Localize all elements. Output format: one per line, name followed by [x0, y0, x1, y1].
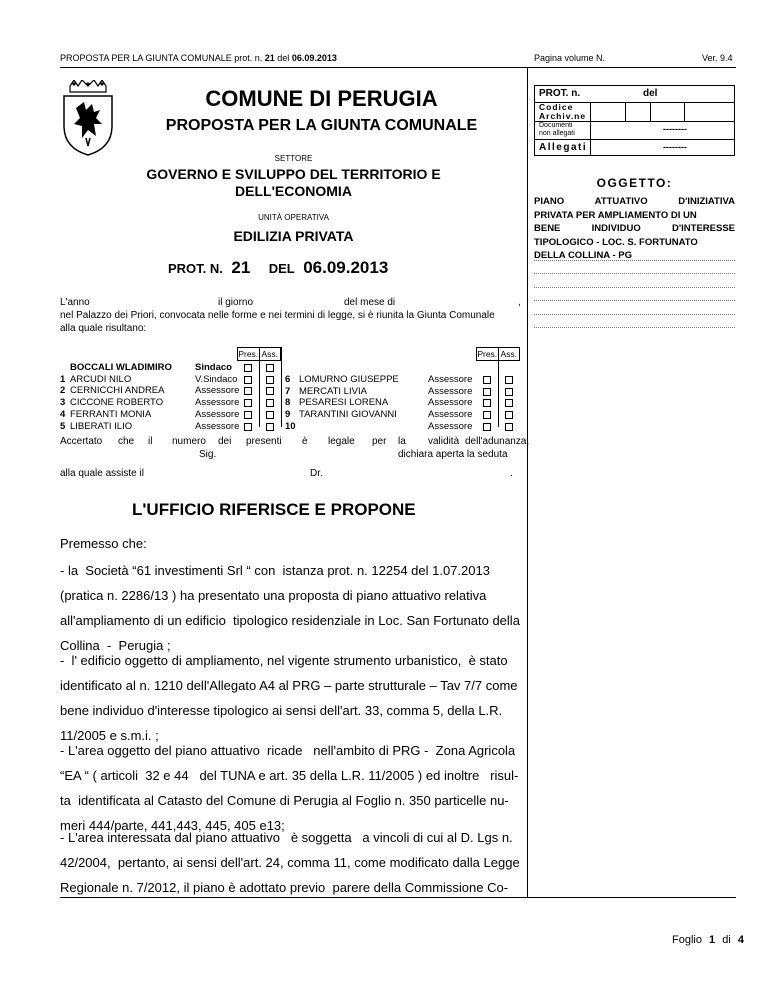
intro-line-2: nel Palazzo dei Priori, convocata nelle forme e nei termini di legge, si è riunita la Giunta Comunale — [60, 310, 495, 321]
member-name: MERCATI LIVIA — [299, 385, 367, 397]
oggetto-text — [534, 195, 735, 263]
attendance-col-rule — [259, 361, 260, 427]
member-num: 8 — [285, 397, 291, 409]
oggetto-word: PIANO — [534, 196, 565, 207]
box-col-c — [625, 102, 626, 121]
paragraph-line: Regionale n. 7/2012, il piano è adottato previo parere della Commissione Co- — [60, 880, 509, 895]
member-name: TARANTINI GIOVANNI — [299, 409, 397, 421]
accertato-alla: alla quale assiste il — [60, 468, 144, 479]
oggetto-line-2: PRIVATA PER AMPLIAMENTO DI UN — [534, 209, 697, 221]
present-checkbox[interactable] — [483, 423, 491, 431]
member-role: V.Sindaco — [195, 373, 238, 385]
member-role: Assessore — [428, 374, 473, 385]
protocol-box — [534, 85, 735, 156]
accertato-dot: . — [510, 468, 513, 479]
member-role: Assessore — [428, 385, 473, 397]
comune-title: COMUNE DI PERUGIA — [205, 86, 438, 111]
header-page-volume: Pagina volume N. — [534, 53, 606, 63]
present-checkbox[interactable] — [483, 411, 491, 419]
box-documenti-1: Documenti — [539, 122, 573, 129]
absent-checkbox[interactable] — [505, 399, 513, 407]
header-rule — [60, 67, 736, 68]
header-left — [60, 53, 337, 63]
member-name: PESARESI LORENA — [299, 397, 389, 409]
date-value: 06.09.2013 — [303, 258, 389, 277]
member-num: 7 — [285, 385, 291, 397]
box-codice-2: Archiv.ne — [539, 111, 587, 121]
paragraph-line: - L'area interessata dal piano attuativo è soggetta a vincoli di cui al D. Lgs n. — [60, 830, 513, 845]
paragraph-line: - l' edificio oggetto di ampliamento, nel vigente strumento urbanistico, è stato — [60, 653, 508, 668]
present-checkbox[interactable] — [483, 399, 491, 407]
member-name: LIBERATI ILIO — [70, 420, 133, 432]
paragraph-line: ta identificata al Catasto del Comune di Perugia al Foglio n. 350 particelle nu- — [60, 793, 509, 808]
oggetto-dotted-line — [534, 300, 735, 301]
prot-label: PROT. N. — [168, 261, 223, 276]
attendance-header-left — [237, 347, 281, 361]
absent-checkbox[interactable] — [266, 387, 274, 395]
accertato-sig: Sig. — [199, 449, 217, 460]
paragraph-line: 11/2005 e s.m.i. ; — [60, 728, 159, 743]
ufficio-heading: L'UFFICIO RIFERISCE E PROPONE — [132, 500, 416, 519]
oggetto-word: INDIVIDUO — [591, 223, 641, 234]
paragraph-line: 42/2004, pertanto, ai sensi dell'art. 24, comma 11, come modificato dalla Legge — [60, 855, 520, 870]
box-codice-1: Codice — [539, 102, 574, 112]
paragraph-line: “EA “ ( articoli 32 e 44 del TUNA e art. 35 della L.R. 11/2005 ) ed inoltre risul- — [60, 768, 519, 783]
present-checkbox[interactable] — [244, 411, 252, 419]
oggetto-line-5: DELLA COLLINA - PG — [534, 250, 632, 261]
box-allegati-label: Allegati — [539, 142, 588, 153]
acc-word: numero — [172, 436, 206, 447]
paragraph-line: - la Società “61 investimenti Srl “ con istanza prot. n. 12254 del 1.07.2013 — [60, 563, 490, 578]
member-name: CICCONE ROBERTO — [70, 397, 164, 409]
acc-word: il — [148, 436, 153, 447]
member-name: FERRANTI MONIA — [70, 408, 152, 420]
pres-header: Pres. — [477, 349, 498, 359]
box-prot-label: PROT. n. — [539, 88, 581, 99]
paragraph-line: identificato al n. 1210 dell'Allegato A4 al PRG – parte strutturale – Tav 7/7 come — [60, 678, 518, 693]
oggetto-line-3 — [534, 222, 735, 236]
absent-checkbox[interactable] — [505, 376, 513, 384]
member-num: 6 — [285, 374, 291, 385]
box-col-a — [590, 102, 591, 139]
box-allegati-value: -------- — [663, 142, 687, 152]
oggetto-word: D'INIZIATIVA — [678, 196, 735, 207]
intro-mese: del mese di — [344, 297, 396, 308]
attendance-col-rule — [498, 361, 499, 427]
settore-label: SETTORE — [274, 154, 313, 163]
member-role: Assessore — [195, 385, 240, 397]
footer-total: 4 — [737, 934, 744, 946]
member-num: 4 — [60, 408, 66, 420]
present-checkbox[interactable] — [244, 364, 252, 372]
settore-line1: GOVERNO E SVILUPPO DEL TERRITORIO E — [146, 166, 441, 182]
present-checkbox[interactable] — [244, 423, 252, 431]
prot-value: 21 — [231, 258, 251, 277]
present-checkbox[interactable] — [483, 388, 491, 396]
member-name: ARCUDI NILO — [70, 373, 132, 385]
header-version: Ver. 9.4 — [702, 53, 733, 63]
accertato-dichiara: dichiara aperta la seduta — [398, 449, 508, 460]
member-name: CERNICCHI ANDREA — [70, 385, 165, 397]
unita-value: EDILIZIA PRIVATA — [233, 228, 354, 244]
acc-word: per — [372, 436, 387, 447]
absent-checkbox[interactable] — [266, 423, 274, 431]
member-role: Assessore — [195, 420, 240, 432]
paragraph-line: all'ampliamento di un edificio tipologico residenziale in Loc. San Fortunato della — [60, 613, 520, 628]
ass-header: Ass. — [500, 349, 518, 359]
proposta-title: PROPOSTA PER LA GIUNTA COMUNALE — [165, 117, 478, 134]
acc-word: la — [398, 436, 406, 447]
box-col-b — [590, 139, 591, 156]
body-bottom-rule — [60, 897, 736, 898]
footer-page-num: 1 — [709, 934, 716, 946]
acc-word: è — [302, 436, 308, 447]
paragraph-line: meri 444/parte, 441,443, 445, 405 e13; — [60, 818, 285, 833]
oggetto-word: ATTUATIVO — [594, 196, 648, 207]
oggetto-line-4: TIPOLOGICO - LOC. S. FORTUNATO — [534, 236, 698, 248]
acc-word: Accertato — [60, 436, 103, 447]
attendance-header-right — [476, 347, 520, 361]
footer-foglio: Foglio — [672, 934, 702, 946]
member-role: Assessore — [195, 397, 240, 409]
member-num: 9 — [285, 409, 291, 421]
member-name: BOCCALI WLADIMIRO — [70, 362, 172, 373]
box-del-label: del — [643, 88, 658, 99]
intro-line-1 — [60, 297, 524, 310]
acc-word: dell'adunanza, — [465, 436, 530, 447]
pres-header: Pres. — [238, 349, 259, 359]
intro-anno: L'anno — [60, 297, 90, 308]
oggetto-word: D'INTERESSE — [672, 223, 735, 234]
premesso: Premesso che: — [60, 536, 147, 551]
footer-di: di — [722, 934, 731, 946]
box-col-d — [650, 102, 651, 121]
settore-line2: DELL'ECONOMIA — [235, 183, 352, 199]
member-role: Assessore — [428, 409, 473, 421]
present-checkbox[interactable] — [244, 387, 252, 395]
absent-checkbox[interactable] — [266, 364, 274, 372]
acc-word: dei — [218, 436, 232, 447]
intro-giorno: il giorno — [218, 297, 254, 308]
paragraph-line: Collina - Perugia ; — [60, 638, 171, 653]
oggetto-dotted-line — [534, 273, 735, 274]
box-documenti-2: non allegati — [539, 130, 575, 137]
oggetto-word: BENE — [534, 223, 561, 234]
member-num: 3 — [60, 397, 66, 409]
member-num: 5 — [60, 420, 66, 432]
box-rule-3 — [535, 139, 734, 140]
del-label: DEL — [268, 261, 295, 276]
absent-checkbox[interactable] — [266, 376, 274, 384]
member-role: Assessore — [195, 408, 240, 420]
member-role: Assessore — [428, 397, 473, 409]
absent-checkbox[interactable] — [505, 423, 513, 431]
column-divider — [527, 67, 528, 897]
absent-checkbox[interactable] — [266, 411, 274, 419]
accertato-dr: Dr. — [310, 468, 323, 479]
member-role: Assessore — [428, 420, 473, 432]
present-checkbox[interactable] — [244, 399, 252, 407]
absent-checkbox[interactable] — [266, 399, 274, 407]
intro-line-3: alla quale risultano: — [60, 323, 147, 334]
coat-of-arms-logo — [60, 80, 116, 156]
header-date: 06.09.2013 — [291, 53, 337, 63]
unita-label: UNITÀ OPERATIVA — [258, 213, 329, 222]
member-role: Sindaco — [195, 362, 232, 373]
present-checkbox[interactable] — [244, 376, 252, 384]
acc-word: che — [118, 436, 135, 447]
oggetto-dotted-line — [534, 314, 735, 315]
absent-checkbox[interactable] — [505, 388, 513, 396]
paragraph-line: bene individuo d'interesse tipologico ai sensi dell'art. 33, comma 5, della L.R. — [60, 703, 503, 718]
attendance-col-rule — [281, 347, 282, 427]
oggetto-dotted-line — [534, 287, 735, 288]
member-num: 1 — [60, 373, 66, 385]
acc-word: validità — [428, 436, 460, 447]
header-del: del — [277, 53, 290, 63]
intro-comma: , — [518, 297, 521, 308]
header-prot-num: 21 — [264, 53, 275, 63]
accertato-line — [60, 436, 530, 449]
present-checkbox[interactable] — [483, 376, 491, 384]
box-col-e — [684, 102, 685, 121]
absent-checkbox[interactable] — [505, 411, 513, 419]
member-num: 2 — [60, 385, 66, 397]
member-num: 10 — [285, 420, 296, 432]
oggetto-line-1 — [534, 195, 735, 209]
paragraph-line: (pratica n. 2286/13 ) ha presentato una proposta di piano attuativo relativa — [60, 588, 487, 603]
footer-page — [672, 934, 744, 946]
header-prefix: PROPOSTA PER LA GIUNTA COMUNALE prot. n. — [60, 53, 263, 63]
oggetto-dotted-line — [534, 260, 735, 261]
acc-word: presenti — [246, 436, 282, 447]
box-documenti-value: -------- — [663, 124, 687, 134]
member-name: LOMURNO GIUSEPPE — [299, 374, 399, 385]
oggetto-dotted-line — [534, 327, 735, 328]
oggetto-label: OGGETTO: — [596, 176, 673, 190]
paragraph-line: - L'area oggetto del piano attuativo ricade nell'ambito di PRG - Zona Agricola — [60, 743, 516, 758]
prot-line — [168, 258, 388, 278]
acc-word: legale — [328, 436, 355, 447]
ass-header: Ass. — [261, 349, 279, 359]
